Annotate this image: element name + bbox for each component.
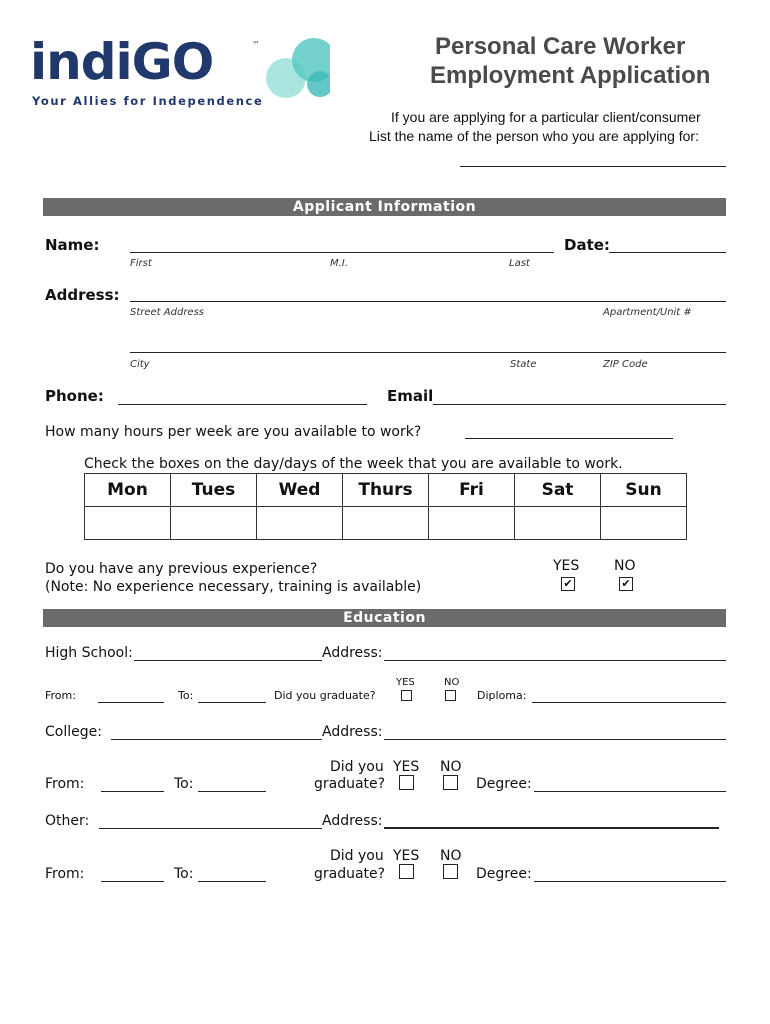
logo <box>30 28 330 113</box>
other-degree-field[interactable] <box>534 881 726 882</box>
other-to-field[interactable] <box>198 881 266 882</box>
email-field[interactable] <box>433 404 726 405</box>
apartment-caption: Apartment/Unit # <box>603 307 692 318</box>
college-address-field[interactable] <box>384 739 726 740</box>
other-field[interactable] <box>99 828 322 829</box>
day-box-sun[interactable] <box>601 507 687 540</box>
day-header-thurs: Thurs <box>343 474 429 507</box>
applicant-section-header: Applicant Information <box>43 198 726 216</box>
other-yes-label: YES <box>393 848 420 864</box>
client-note-line2: List the name of the person who you are applying for: <box>369 128 699 144</box>
high-school-yes-checkbox[interactable] <box>401 690 412 701</box>
hours-question: How many hours per week are you available to work? <box>45 424 422 440</box>
other-from-field[interactable] <box>101 881 164 882</box>
college-from-field[interactable] <box>101 791 164 792</box>
day-box-thurs[interactable] <box>343 507 429 540</box>
name-field[interactable] <box>130 252 554 253</box>
street-address-caption: Street Address <box>130 307 205 318</box>
high-school-address-field[interactable] <box>384 660 726 661</box>
high-school-graduate-label: Did you graduate? <box>274 689 376 702</box>
other-from-label: From: <box>45 866 85 882</box>
experience-no-checkbox[interactable]: ✔ <box>619 577 633 591</box>
college-label: College: <box>45 724 102 740</box>
college-no-label: NO <box>440 759 462 775</box>
day-header-wed: Wed <box>257 474 343 507</box>
college-graduate-label: graduate? <box>314 776 386 792</box>
experience-no-label: NO <box>614 558 636 574</box>
college-to-field[interactable] <box>198 791 266 792</box>
city-state-zip-field[interactable] <box>130 352 726 353</box>
logo-tm: ™ <box>252 40 260 49</box>
college-degree-label: Degree: <box>476 776 532 792</box>
client-note-line1: If you are applying for a particular client/consumer <box>391 109 701 125</box>
high-school-label: High School: <box>45 645 133 661</box>
state-caption: State <box>510 359 537 370</box>
high-school-yes-label: YES <box>396 677 415 688</box>
other-yes-checkbox[interactable] <box>399 864 414 879</box>
diploma-label: Diploma: <box>477 689 527 702</box>
experience-yes-label: YES <box>553 558 580 574</box>
college-field[interactable] <box>111 739 322 740</box>
day-box-tues[interactable] <box>171 507 257 540</box>
other-address-label: Address: <box>322 813 383 829</box>
high-school-from-label: From: <box>45 689 76 702</box>
city-caption: City <box>130 359 150 370</box>
college-degree-field[interactable] <box>534 791 726 792</box>
experience-note: (Note: No experience necessary, training is available) <box>45 579 422 595</box>
day-header-sat: Sat <box>515 474 601 507</box>
email-label: Email <box>387 387 434 405</box>
college-yes-checkbox[interactable] <box>399 775 414 790</box>
availability-table <box>84 473 687 540</box>
day-header-tues: Tues <box>171 474 257 507</box>
other-no-checkbox[interactable] <box>443 864 458 879</box>
high-school-to-label: To: <box>178 689 194 702</box>
other-no-label: NO <box>440 848 462 864</box>
high-school-address-label: Address: <box>322 645 383 661</box>
day-box-fri[interactable] <box>429 507 515 540</box>
other-degree-label: Degree: <box>476 866 532 882</box>
zip-caption: ZIP Code <box>603 359 648 370</box>
date-label: Date: <box>564 236 610 254</box>
other-label: Other: <box>45 813 90 829</box>
day-header-fri: Fri <box>429 474 515 507</box>
high-school-to-field[interactable] <box>198 702 266 703</box>
phone-label: Phone: <box>45 387 104 405</box>
last-name-caption: Last <box>509 258 530 269</box>
day-box-sat[interactable] <box>515 507 601 540</box>
high-school-no-checkbox[interactable] <box>445 690 456 701</box>
college-did-you-label: Did you <box>330 759 384 775</box>
address-label: Address: <box>45 286 120 304</box>
phone-field[interactable] <box>118 404 367 405</box>
other-address-field[interactable] <box>384 827 719 829</box>
client-name-field[interactable] <box>460 166 726 167</box>
other-did-you-label: Did you <box>330 848 384 864</box>
day-box-wed[interactable] <box>257 507 343 540</box>
name-label: Name: <box>45 236 100 254</box>
experience-question: Do you have any previous experience? <box>45 561 318 577</box>
college-to-label: To: <box>174 776 194 792</box>
college-address-label: Address: <box>322 724 383 740</box>
form-title-line2: Employment Application <box>430 62 711 89</box>
logo-tagline: Your Allies for Independence <box>32 94 264 108</box>
day-header-sun: Sun <box>601 474 687 507</box>
college-no-checkbox[interactable] <box>443 775 458 790</box>
day-header-mon: Mon <box>85 474 171 507</box>
first-name-caption: First <box>130 258 152 269</box>
college-from-label: From: <box>45 776 85 792</box>
high-school-no-label: NO <box>444 677 460 688</box>
college-yes-label: YES <box>393 759 420 775</box>
middle-initial-caption: M.I. <box>330 258 348 269</box>
experience-yes-checkbox[interactable]: ✔ <box>561 577 575 591</box>
other-to-label: To: <box>174 866 194 882</box>
hours-field[interactable] <box>465 438 673 439</box>
day-box-mon[interactable] <box>85 507 171 540</box>
date-field[interactable] <box>609 252 726 253</box>
education-section-header: Education <box>43 609 726 627</box>
high-school-from-field[interactable] <box>98 702 164 703</box>
logo-wordmark: indiGO <box>30 33 214 91</box>
days-instruction: Check the boxes on the day/days of the week that you are available to work. <box>84 456 623 472</box>
diploma-field[interactable] <box>532 702 726 703</box>
street-address-field[interactable] <box>130 301 726 302</box>
form-title-line1: Personal Care Worker <box>435 33 686 60</box>
high-school-field[interactable] <box>134 660 322 661</box>
other-graduate-label: graduate? <box>314 866 386 882</box>
